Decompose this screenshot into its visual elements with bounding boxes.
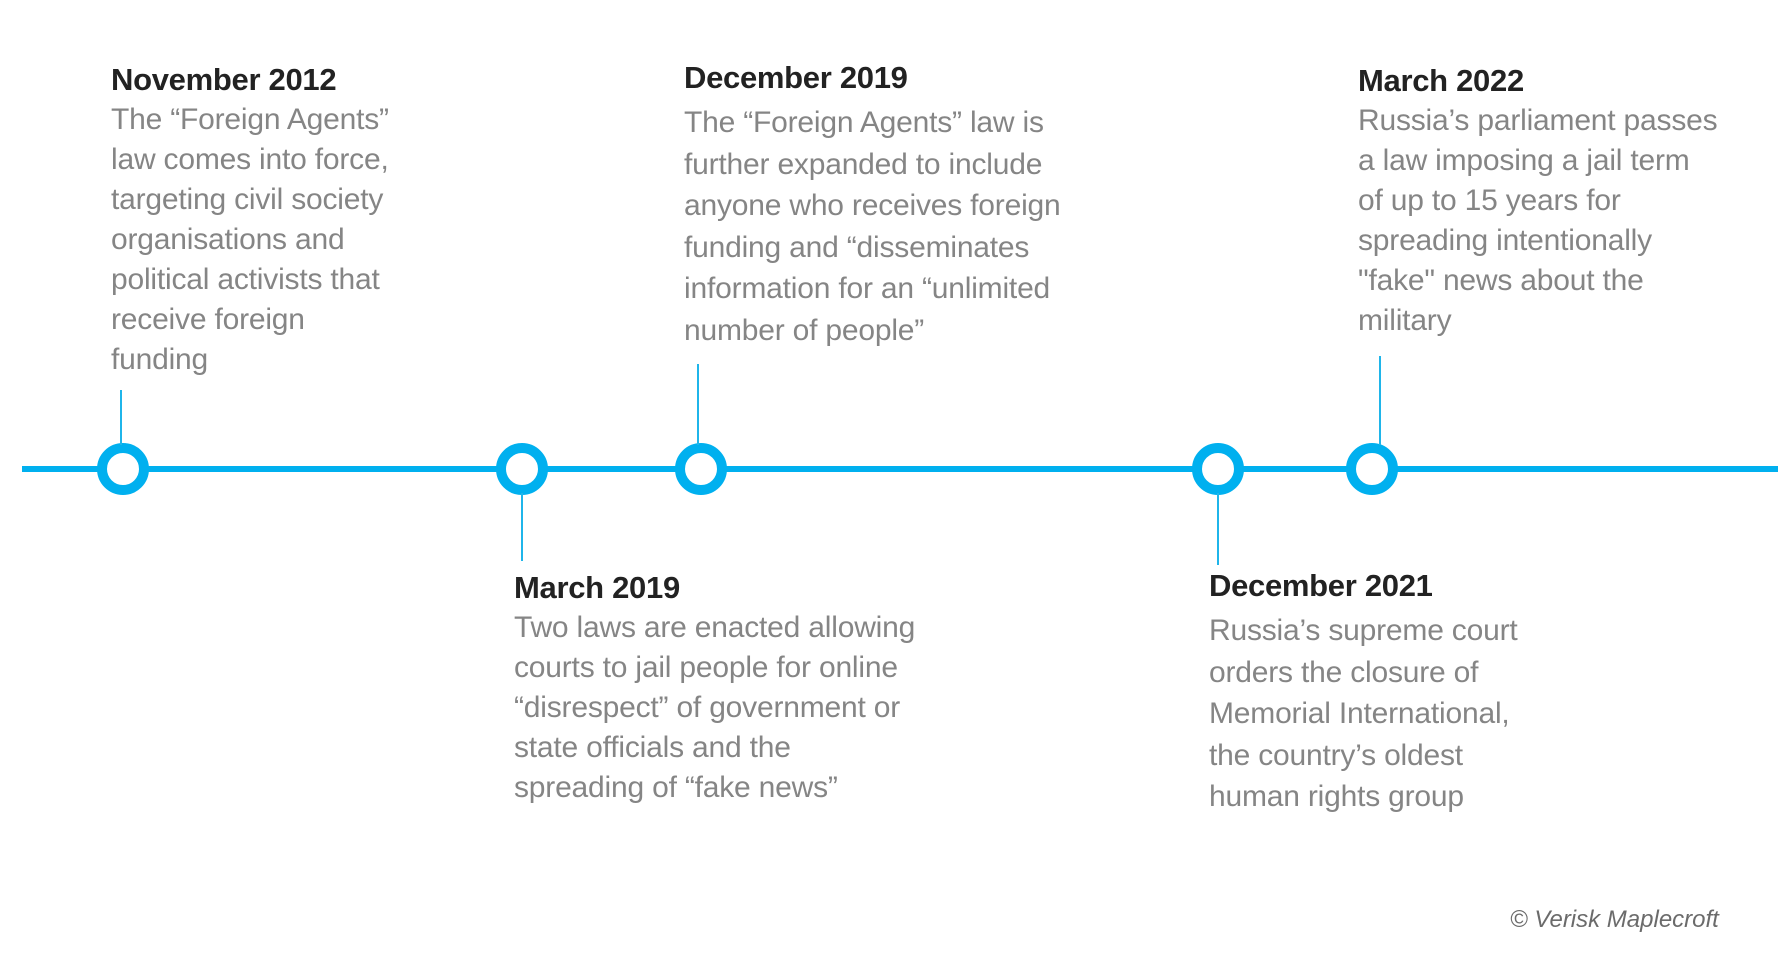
desc-line: law comes into force, (111, 143, 389, 176)
desc-line: information for an “unlimited (684, 272, 1051, 305)
desc-line: Russia’s supreme court (1209, 614, 1518, 647)
desc-line: Russia’s parliament passes (1358, 104, 1718, 137)
timeline-node-2021-12 (1192, 443, 1244, 495)
desc-line: "fake" news about the (1358, 264, 1644, 297)
desc-line: courts to jail people for online (514, 651, 898, 684)
event-2019-12 (684, 58, 1061, 351)
event-date: December 2019 (684, 60, 908, 95)
desc-line: spreading of “fake news” (514, 771, 838, 804)
event-description (111, 100, 389, 380)
desc-line: “disrespect” of government or (514, 691, 901, 724)
desc-line: orders the closure of (1209, 655, 1479, 689)
event-description (1358, 101, 1717, 341)
desc-line: Memorial International, (1209, 697, 1510, 730)
event-date: December 2021 (1209, 568, 1433, 603)
desc-line: receive foreign (111, 303, 305, 336)
desc-line: human rights group (1209, 780, 1464, 813)
desc-line: targeting civil society (111, 183, 384, 216)
connector-2012-11 (120, 390, 122, 445)
event-2019-03 (514, 568, 915, 808)
timeline-node-2012-11 (97, 443, 149, 495)
connector-2019-03 (521, 493, 523, 561)
desc-line: organisations and (111, 223, 345, 256)
copyright-credit: © Verisk Maplecroft (1510, 906, 1719, 933)
event-2022-03 (1358, 61, 1717, 341)
event-2012-11 (111, 60, 389, 380)
desc-line: The “Foreign Agents” law is (684, 106, 1044, 139)
desc-line: funding and “disseminates (684, 230, 1030, 264)
connector-2019-12 (697, 364, 699, 445)
event-description (514, 608, 915, 808)
desc-line: anyone who receives foreign (684, 189, 1061, 222)
desc-line: spreading intentionally (1358, 224, 1652, 257)
event-2021-12 (1209, 566, 1518, 818)
event-date: March 2022 (1358, 63, 1524, 98)
desc-line: The “Foreign Agents” (111, 103, 389, 136)
connector-2021-12 (1217, 493, 1219, 565)
desc-line: of up to 15 years for (1358, 184, 1621, 217)
connector-2022-03 (1379, 356, 1381, 445)
event-date: November 2012 (111, 62, 337, 97)
desc-line: state officials and the (514, 731, 791, 764)
desc-line: funding (111, 343, 209, 376)
timeline-axis (22, 466, 1778, 472)
timeline-node-2019-12 (675, 443, 727, 495)
desc-line: political activists that (111, 263, 380, 296)
event-description (684, 102, 1061, 351)
desc-line: military (1358, 304, 1452, 337)
desc-line: the country’s oldest (1209, 738, 1463, 772)
desc-line: number of people” (684, 313, 925, 347)
event-description (1209, 610, 1518, 818)
desc-line: a law imposing a jail term (1358, 144, 1690, 177)
desc-line: further expanded to include (684, 147, 1043, 181)
event-date: March 2019 (514, 570, 680, 605)
timeline-node-2022-03 (1346, 443, 1398, 495)
desc-line: Two laws are enacted allowing (514, 611, 916, 644)
timeline-node-2019-03 (496, 443, 548, 495)
